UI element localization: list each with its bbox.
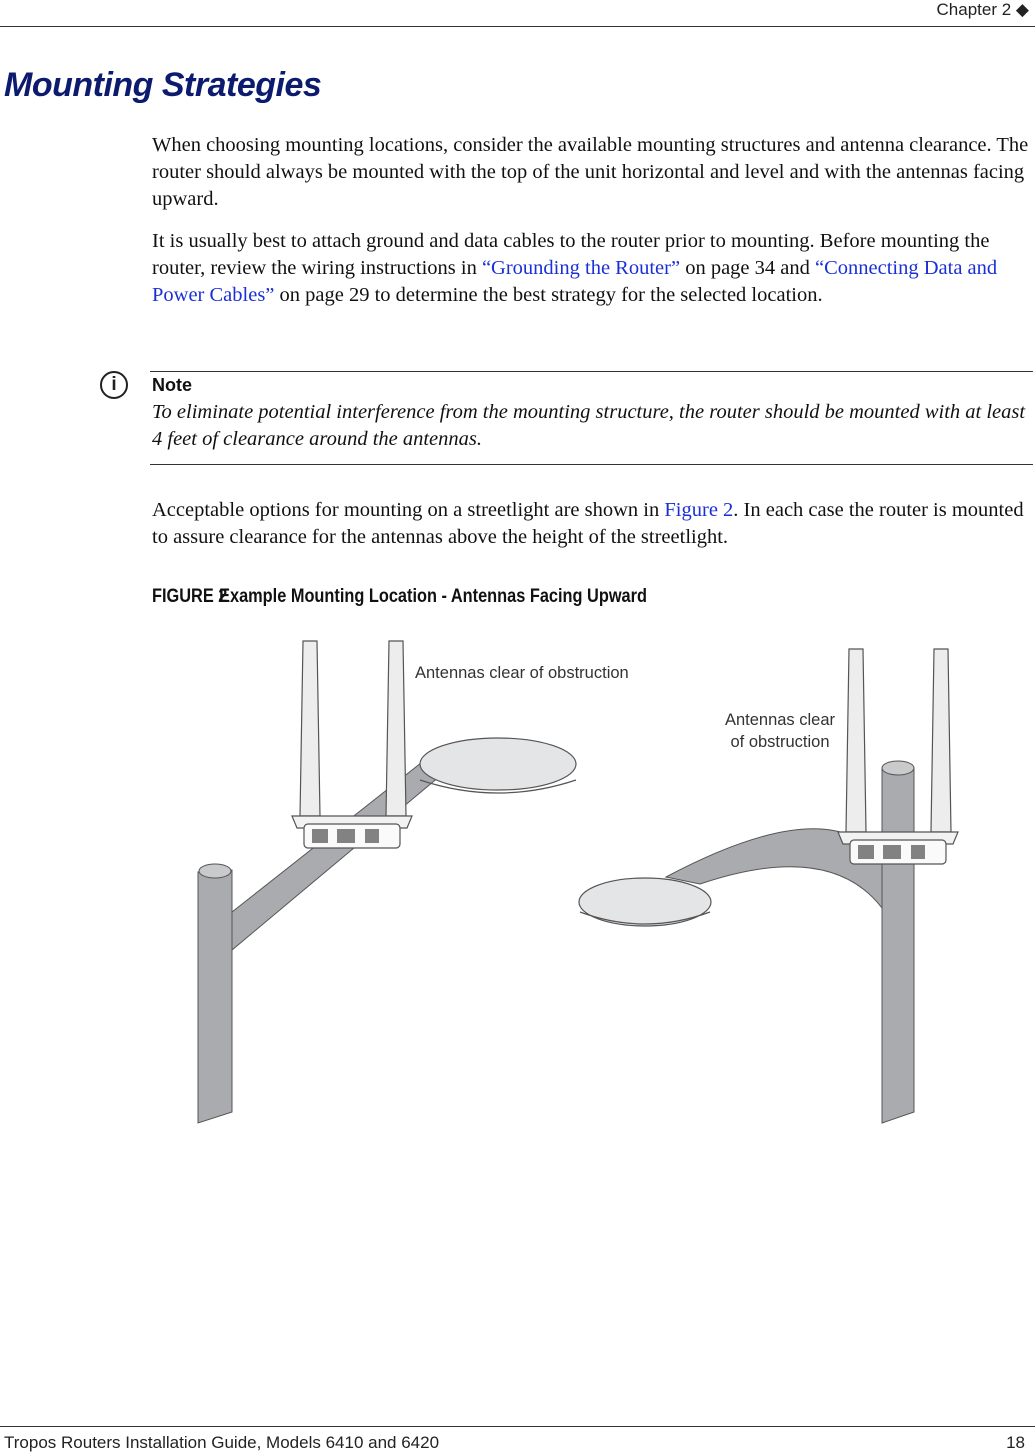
figure-caption: [152, 586, 647, 608]
page-footer: [0, 1426, 1035, 1455]
footer-doc-title: Tropos Routers Installation Guide, Models 6410 and 6420: [4, 1433, 440, 1452]
link-figure-2[interactable]: Figure 2: [664, 499, 734, 521]
paragraph-text: on page 34 and: [680, 257, 815, 279]
note-text: To eliminate potential interference from the mounting structure, the router should be mounted with at least 4 feet of clearance around the antennas.: [152, 401, 1026, 450]
link-grounding-the-router[interactable]: “Grounding the Router”: [481, 257, 681, 279]
paragraph-mounting-intro: When choosing mounting locations, consider the available mounting structures and antenna clearance. The router should always be mounted with the top of the unit horizontal and level and with the antennas facing upward.: [152, 134, 1029, 210]
note-label: Note: [152, 375, 192, 395]
paragraph-text: It is usually best to attach ground and data cables to the router prior to mounting. Before mounting the router, review the wiring instructions in: [152, 230, 990, 279]
note-top-divider: [150, 371, 1033, 372]
page-number: 18: [1006, 1433, 1025, 1452]
label-antennas-clear-right-line1: Antennas clear: [724, 711, 836, 729]
paragraph-wiring-instructions: [152, 228, 1032, 309]
label-antennas-clear-right-line2: of obstruction: [730, 733, 830, 751]
chapter-label: Chapter 2 ◆: [936, 0, 1029, 19]
router-right: [838, 649, 958, 864]
figure-caption-text: Example Mounting Location - Antennas Facing Upward: [219, 586, 647, 607]
info-icon: i: [100, 371, 128, 399]
paragraph-text: on page 29 to determine the best strategy for the selected location.: [274, 284, 823, 306]
paragraph-text: Acceptable options for mounting on a streetlight are shown in: [152, 499, 665, 521]
section-title: Mounting Strategies: [4, 66, 322, 104]
router-left: [292, 641, 412, 848]
link-connecting-data-and-power-cables[interactable]: “Connecting Data and Power Cables”: [152, 257, 998, 306]
page-header: [0, 0, 1035, 27]
label-antennas-clear-left: Antennas clear of obstruction: [415, 664, 629, 682]
paragraph-streetlight-options: [152, 497, 1032, 551]
note-bottom-divider: [150, 464, 1033, 465]
figure-number: FIGURE 2: [152, 586, 228, 607]
paragraph-text: . In each case the router is mounted to assure clearance for the antennas above the height of the streetlight.: [152, 499, 1024, 548]
figure-2-mounting-illustration: [0, 620, 1035, 1130]
